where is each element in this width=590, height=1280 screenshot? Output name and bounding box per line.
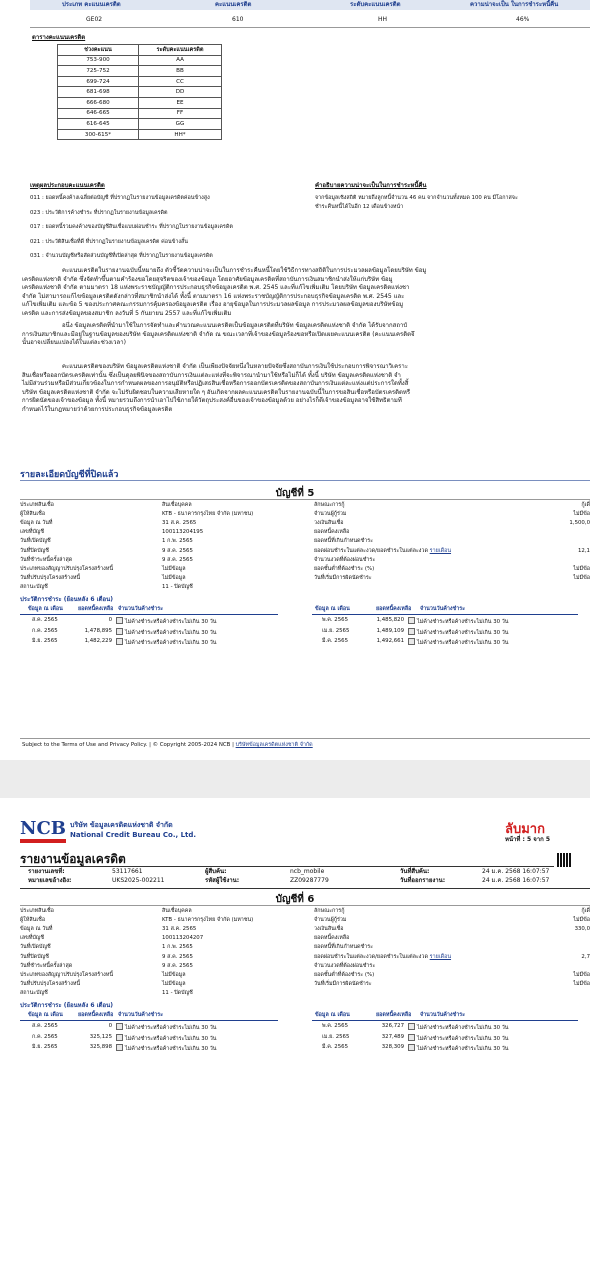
account-title: บัญชีที่ 6 — [275, 894, 315, 905]
history-month: มิ.ย. 2565 — [32, 638, 58, 644]
field-value: กู้เดี่ — [581, 908, 590, 914]
history-status — [116, 617, 217, 626]
history-month: มี.ค. 2565 — [322, 638, 349, 644]
field-label-text: ยอดชั้นต่ำที่ต้องชำระ (%) — [314, 565, 375, 572]
field-label — [314, 566, 374, 573]
history-status-text: ไม่ค้างชำระหรือค้างชำระไม่เกิน 30 วัน — [125, 640, 217, 646]
field-label: วันที่ชำระหนี้ครั้งล่าสุด — [20, 556, 73, 563]
field-label: เลขที่บัญชี — [20, 529, 45, 536]
field-label-text: ลักษณะการกู้ — [314, 502, 345, 508]
field-value: สินเชื่อบุคคล — [162, 502, 192, 508]
paragraph-line: นั้นอาจเปลี่ยนแปลงได้ในแต่ละช่วงเวลา) — [22, 339, 126, 347]
score-range-cell: 699-724 — [58, 76, 139, 87]
probability-header: ความน่าจะเป็น ในการชำระหนี้คืน — [470, 1, 559, 8]
status-box-icon — [408, 628, 415, 635]
history-balance: 0 — [108, 617, 112, 623]
paragraph-line: จำกัด ไม่สามารถแก้ไขข้อมูลเครดิตดังกล่าวที่สมาชิกนำส่งได้ ทั้งนี้ ตามมาตรา 16 แห่งพระราชบัญญัติการประกอบธุรกิจข้อมูลเครดิต พ.ศ. 2545 และ — [22, 292, 405, 300]
field-label: เลขที่บัญชี — [20, 935, 45, 942]
history-status — [116, 638, 217, 647]
history-status-text: ไม่ค้างชำระหรือค้างชำระไม่เกิน 30 วัน — [417, 1025, 509, 1031]
field-label-text: จำนวนงวดที่ต้องผ่อนชำระ — [314, 962, 376, 969]
field-label — [314, 972, 374, 979]
field-label — [314, 917, 346, 924]
history-status-text: ไม่ค้างชำระหรือค้างชำระไม่เกิน 30 วัน — [125, 1046, 217, 1052]
field-label — [314, 944, 373, 951]
company-name-th: บริษัท ข้อมูลเครดิตแห่งชาติ จำกัด — [70, 821, 173, 829]
field-label — [314, 538, 373, 545]
footer-divider — [20, 738, 590, 739]
installment-link[interactable]: รายเดือน — [429, 953, 452, 960]
history-balance: 1,485,820 — [376, 617, 404, 623]
page-number: หน้าที่ : 5 จาก 5 — [505, 836, 551, 843]
field-label — [314, 529, 349, 536]
field-value: ไม่มีข้อ — [573, 565, 590, 572]
divider — [30, 27, 590, 28]
history-status — [408, 628, 509, 637]
field-value: ไม่มีข้อมูล — [162, 574, 186, 581]
field-value: ไม่มีข้อมูล — [162, 980, 186, 987]
meta-label: วันที่ออกรายงาน: — [400, 877, 446, 884]
meta-value: ZZ09287779 — [290, 877, 329, 884]
field-value: 1 ก.พ. 2565 — [162, 944, 193, 951]
section-divider — [20, 480, 590, 481]
field-label — [314, 575, 372, 582]
score-level-cell: FF — [139, 108, 222, 119]
status-box-icon — [116, 628, 123, 635]
history-header: ยอดหนี้คงเหลือ — [376, 1012, 412, 1018]
range-header: ช่วงคะแนน — [58, 45, 139, 56]
field-label-text: ยอดผ่อนชำระในแต่ละงวด/ยอดชำระในแต่ละงวด — [314, 547, 428, 554]
field-label: ผู้ให้สินเชื่อ — [20, 511, 46, 518]
score-range-cell: 646-665 — [58, 108, 139, 119]
field-value: 9 ส.ค. 2565 — [162, 547, 193, 554]
history-status — [408, 1044, 509, 1053]
field-value: 1 ก.พ. 2565 — [162, 538, 193, 545]
field-label: ข้อมูล ณ วันที่ — [20, 520, 53, 527]
history-status-text: ไม่ค้างชำระหรือค้างชำระไม่เกิน 30 วัน — [417, 1046, 509, 1052]
reasons-title: เหตุผลประกอบคะแนนเครดิต — [30, 182, 105, 189]
field-label: วันที่ปิดบัญชี — [20, 547, 49, 554]
field-label: ประเภทสินเชื่อ — [20, 502, 54, 508]
score-level-cell: DD — [139, 87, 222, 98]
report-title: รายงานข้อมูลเครดิต — [20, 852, 126, 866]
meta-value: UKS2025-002211 — [112, 877, 165, 884]
paragraph-line: อนึ่ง ข้อมูลเครดิตที่นำมาใช้ในการจัดทำและคำนวณคะแนนเครดิตเป็นข้อมูลเครดิตที่บริษัท ข้อมูลเครดิตแห่งชาติ จำกัด ได้รับจากสถาบั — [62, 322, 408, 329]
score-table-title: ตารางคะแนนเครดิต — [32, 34, 86, 41]
score-level-header: ระดับคะแนนเครดิต — [350, 1, 401, 8]
field-value: 9 ส.ค. 2565 — [162, 962, 193, 969]
history-status — [116, 1044, 217, 1053]
field-value: ไม่มีข้อ — [573, 574, 590, 581]
closed-accounts-title: รายละเอียดบัญชีที่ปิดแล้ว — [20, 470, 119, 480]
footer — [22, 742, 313, 749]
reason-item: 017 : ยอดหนี้รวมคงค้างของบัญชีสินเชื่อแบบผ่อนชำระ ที่ปรากฏในรายงานข้อมูลเครดิต — [30, 224, 233, 230]
history-month: พ.ค. 2565 — [322, 1023, 349, 1029]
status-box-icon — [408, 1023, 415, 1030]
field-label — [314, 963, 375, 970]
field-value: สินเชื่อบุคคล — [162, 908, 192, 914]
score-range-table — [57, 44, 222, 140]
history-status-text: ไม่ค้างชำระหรือค้างชำระไม่เกิน 30 วัน — [417, 629, 509, 636]
history-status-text: ไม่ค้างชำระหรือค้างชำระไม่เกิน 30 วัน — [417, 1035, 509, 1042]
field-label: ผู้ให้สินเชื่อ — [20, 917, 46, 924]
history-status — [408, 617, 509, 626]
status-box-icon — [408, 1044, 415, 1051]
score-table-row — [58, 97, 222, 108]
score-type-header: ประเภท คะแนนเครดิต — [62, 1, 121, 8]
paragraph-line: ไม่มีส่วนร่วมหรือมีส่วนเกี่ยวข้องในการกำหนดผลของการอนุมัติหรือปฏิเสธสินเชื่อหรือการออกบัตรเครดิตของสถาบันการเงินแต่ละแห่งแต่ประการใดทั้งสิ้ — [22, 380, 409, 388]
probability-title: คำอธิบายความน่าจะเป็นในการชำระหนี้คืน — [315, 182, 427, 189]
score-level-cell: CC — [139, 76, 222, 87]
paragraph-line: สินเชื่อหรือออกบัตรเครดิตเท่านั้น ซึ่งเป็นดุลยพินิจของสถาบันการเงินแต่ละแห่งที่จะพิจารณานำมาใช้หรือไม่ก็ได้ ทั้งนี้ บริษัท ข้อมูลเครดิตแห่งชาติ จำ — [22, 371, 401, 379]
field-value: ไม่มีข้อ — [573, 917, 590, 924]
status-box-icon — [408, 638, 415, 645]
field-label — [314, 981, 372, 988]
field-label-text: วันที่เริ่มมีการผิดนัดชำระ — [314, 980, 372, 987]
field-value: KTB - ธนาคารกรุงไทย จำกัด (มหาชน) — [162, 917, 254, 924]
field-label-text: วันที่เริ่มมีการผิดนัดชำระ — [314, 574, 372, 581]
history-header-rule — [312, 614, 578, 615]
field-label: วันที่ปิดบัญชี — [20, 953, 49, 960]
score-level-cell: BB — [139, 66, 222, 77]
paragraph-line: เครดิต และการส่งข้อมูลของสมาชิก ลงวันที่ 5 กันยายน 2557 และที่แก้ไขเพิ่มเติม — [22, 310, 232, 317]
field-value: 100113204195 — [162, 529, 204, 536]
status-box-icon — [116, 1044, 123, 1051]
payment-history-title: ประวัติการชำระ (ย้อนหลัง 6 เดือน) — [20, 1002, 113, 1009]
field-label: ประเภทสินเชื่อ — [20, 908, 54, 914]
history-balance: 327,489 — [381, 1033, 404, 1040]
history-header: ข้อมูล ณ เดือน — [28, 1012, 63, 1018]
company-link[interactable]: บริษัทข้อมูลเครดิตแห่งชาติ จำกัด — [235, 742, 313, 748]
page-gap — [0, 760, 590, 798]
qr-code-icon — [557, 853, 571, 867]
history-header: ข้อมูล ณ เดือน — [28, 606, 63, 612]
history-balance: 0 — [108, 1023, 112, 1029]
score-table-row — [58, 87, 222, 98]
history-month: มี.ค. 2565 — [322, 1044, 349, 1050]
field-value: 11 - ปิดบัญชี — [162, 583, 193, 590]
history-status — [408, 1034, 509, 1043]
status-box-icon — [116, 617, 123, 624]
history-header-rule — [312, 1020, 578, 1021]
field-label-text: ยอดชั้นต่ำที่ต้องชำระ (%) — [314, 971, 375, 978]
field-label-text: จำนวนผู้กู้ร่วม — [314, 917, 347, 924]
status-box-icon — [116, 1034, 123, 1041]
field-label: วันที่เปิดบัญชี — [20, 944, 51, 951]
terms-link[interactable]: Subject to the Terms of Use and Privacy Policy. — [22, 742, 148, 748]
field-label — [314, 908, 344, 915]
account-divider — [20, 499, 590, 500]
score-level-cell: EE — [139, 97, 222, 108]
score-table-row — [58, 66, 222, 77]
report-page-2 — [0, 798, 590, 1280]
history-header: ข้อมูล ณ เดือน — [315, 606, 350, 612]
field-value: 12,1 — [577, 547, 590, 554]
history-balance: 325,125 — [89, 1033, 112, 1040]
field-label — [314, 520, 344, 527]
history-status — [116, 1034, 217, 1043]
paragraph-line: เครดิตแห่งชาติ จำกัด ซึ่งจัดทำขึ้นตามคำร้องขอโดยสุจริตของเจ้าของข้อมูล โดยอาศัยข้อมูลเครดิตที่สถาบันการเงินสมาชิกนำส่งให้แก่บริษัท ข้อมู — [22, 275, 393, 283]
field-label — [314, 935, 349, 942]
confidential-label: ลับมาก — [505, 822, 545, 837]
history-header: จำนวนวันค้างชำระ — [420, 1012, 466, 1018]
paragraph-line: คะแนนเครดิตของบริษัท ข้อมูลเครดิตแห่งชาติ จำกัด เป็นเพียงปัจจัยหนึ่งในหลายปัจจัยซึ่งสถาบันการเงินใช้ประกอบการพิจารณาวิเคราะ — [62, 363, 408, 370]
field-label: วันที่ปรับปรุงโครงสร้างหนี้ — [20, 980, 81, 987]
status-box-icon — [116, 638, 123, 645]
field-label-text: จำนวนงวดที่ต้องผ่อนชำระ — [314, 556, 376, 563]
reason-item: 021 : ประวัติสินเชื่อที่ดี ที่ปรากฏในรายงานข้อมูลเครดิต ค่อนข้างสั้น — [30, 238, 188, 245]
meta-label: หมายเลขอ้างอิง: — [28, 877, 72, 884]
field-value: 11 - ปิดบัญชี — [162, 989, 193, 996]
paragraph-line: บริษัท ข้อมูลเครดิตแห่งชาติ จำกัด จะไม่รับผิดชอบในความเสียหายใด ๆ อันเกิดจากผลคะแนนเครดิตในรายงานฉบับนี้ในการขอสินเชื่อหรือบัตรเครดิตหรื — [22, 388, 411, 396]
history-month: ก.ค. 2565 — [32, 627, 58, 634]
history-header: จำนวนวันค้างชำระ — [118, 606, 164, 612]
history-status-text: ไม่ค้างชำระหรือค้างชำระไม่เกิน 30 วัน — [125, 1035, 217, 1042]
meta-label: ผู้สืบค้น: — [205, 868, 227, 875]
reason-item: 031 : จำนวนบัญชีหรือสัดส่วนบัญชีที่เปิดล่าสุด ที่ปรากฏในรายงานข้อมูลเครดิต — [30, 253, 213, 259]
probability-value: 46% — [516, 16, 530, 23]
meta-value: 53117661 — [112, 868, 143, 875]
history-header: ยอดหนี้คงเหลือ — [78, 606, 114, 612]
probability-line-2: ชำระคืนหนี้ได้ในอีก 12 เดือนข้างหน้า — [315, 204, 404, 210]
score-level-cell: HH* — [139, 129, 222, 140]
field-label-text: วงเงินสินเชื่อ — [314, 926, 344, 933]
reason-item: 023 : ประวัติการค้างชำระ ที่ปรากฏในรายงานข้อมูลเครดิต — [30, 209, 168, 216]
history-month: ก.ค. 2565 — [32, 1033, 58, 1040]
history-month: ส.ค. 2565 — [32, 1023, 58, 1029]
field-label-text: ยอดหนี้คงเหลือ — [314, 529, 350, 536]
ncb-logo: NCB — [20, 820, 66, 844]
history-header: จำนวนวันค้างชำระ — [118, 1012, 164, 1018]
field-value: 100113204207 — [162, 935, 204, 942]
payment-history-title: ประวัติการชำระ (ย้อนหลัง 6 เดือน) — [20, 596, 113, 603]
score-table-header-row — [58, 45, 222, 56]
status-box-icon — [408, 1034, 415, 1041]
field-label-text: ยอดผ่อนชำระในแต่ละงวด/ยอดชำระในแต่ละงวด — [314, 953, 428, 960]
history-balance: 1,492,661 — [376, 638, 404, 644]
field-label-text: วงเงินสินเชื่อ — [314, 520, 344, 527]
paragraph-line: แก้ไขเพิ่มเติม และข้อ 5 ของประกาศคณะกรรมการคุ้มครองข้อมูลเครดิต เรื่อง อายุข้อมูลในการประมวลผลข้อมูล การประมวลผลข้อมูลของบริษัทข้อมู — [22, 301, 404, 309]
history-header: ยอดหนี้คงเหลือ — [78, 1012, 114, 1018]
score-range-cell: 725-752 — [58, 66, 139, 77]
field-value: ไม่มีข้อ — [573, 511, 590, 518]
field-label: ข้อมูล ณ วันที่ — [20, 926, 53, 933]
status-box-icon — [408, 617, 415, 624]
history-header-rule — [20, 614, 278, 615]
account-divider — [20, 905, 590, 906]
field-label: ประเภทของสัญญาปรับปรุงโครงสร้างหนี้ — [20, 565, 114, 572]
account-title: บัญชีที่ 5 — [275, 488, 315, 499]
history-month: มิ.ย. 2565 — [32, 1044, 58, 1050]
field-value: 2,7 — [581, 953, 590, 960]
score-range-cell: 681-698 — [58, 87, 139, 98]
field-label — [314, 548, 451, 555]
history-balance: 326,727 — [381, 1023, 404, 1029]
status-box-icon — [116, 1023, 123, 1030]
history-status — [116, 1023, 217, 1032]
history-balance: 1,478,895 — [84, 627, 112, 634]
field-value: ไม่มีข้อมูล — [162, 971, 186, 978]
score-table-row — [58, 76, 222, 87]
field-value: กู้เดี่ — [581, 502, 590, 508]
history-balance: 325,898 — [89, 1044, 112, 1050]
history-status-text: ไม่ค้างชำระหรือค้างชำระไม่เกิน 30 วัน — [417, 619, 509, 625]
reason-item: 011 : ยอดหนี้คงค้างเฉลี่ยต่อบัญชี ที่ปรากฏในรายงานข้อมูลเครดิตค่อนข้างสูง — [30, 195, 210, 201]
copyright: | © Copyright 2005-2024 NCB | — [149, 742, 234, 748]
field-label — [314, 954, 451, 961]
history-status — [408, 1023, 509, 1032]
history-status-text: ไม่ค้างชำระหรือค้างชำระไม่เกิน 30 วัน — [125, 619, 217, 625]
field-label-text: ยอดหนี้คงเหลือ — [314, 935, 350, 942]
field-value: 31 ส.ค. 2565 — [162, 520, 197, 527]
probability-line-1: จากข้อมูลเชิงสถิติ หมายถึงลูกหนี้จำนวน 46 คน จากจำนวนทั้งหมด 100 คน มีโอกาสจะ — [315, 195, 518, 201]
score-table-row — [58, 119, 222, 130]
history-header: ข้อมูล ณ เดือน — [315, 1012, 350, 1018]
score-range-cell: 753-900 — [58, 55, 139, 66]
field-label — [314, 502, 344, 509]
field-value: ไม่มีข้อ — [573, 980, 590, 987]
score-table-row — [58, 108, 222, 119]
history-status — [408, 638, 509, 647]
meta-label: วันที่สืบค้น: — [400, 868, 430, 875]
history-balance: 328,309 — [381, 1044, 404, 1050]
history-balance: 1,489,109 — [376, 627, 404, 634]
score-level-cell: AA — [139, 55, 222, 66]
field-value: ไม่มีข้อมูล — [162, 565, 186, 572]
header-divider — [20, 866, 554, 867]
score-level-cell: GG — [139, 119, 222, 130]
meta-label: รายงานเลขที่: — [28, 868, 65, 875]
field-label-text: ยอดหนี้ที่เกินกำหนดชำระ — [314, 944, 373, 951]
meta-divider — [20, 888, 590, 889]
history-header: ยอดหนี้คงเหลือ — [376, 606, 412, 612]
company-name-en: National Credit Bureau Co., Ltd. — [70, 831, 197, 839]
history-month: พ.ค. 2565 — [322, 617, 349, 623]
history-status-text: ไม่ค้างชำระหรือค้างชำระไม่เกิน 30 วัน — [125, 1025, 217, 1031]
field-label: ประเภทของสัญญาปรับปรุงโครงสร้างหนี้ — [20, 971, 114, 978]
score-level-value: HH — [378, 16, 388, 23]
history-month: ส.ค. 2565 — [32, 617, 58, 623]
history-header-rule — [20, 1020, 278, 1021]
score-header: คะแนนเครดิต — [215, 1, 252, 8]
level-header: ระดับคะแนนเครดิต — [139, 45, 222, 56]
history-header: จำนวนวันค้างชำระ — [420, 606, 466, 612]
score-value: 610 — [232, 16, 244, 23]
installment-link[interactable]: รายเดือน — [429, 547, 452, 554]
history-status — [116, 628, 217, 637]
field-label: วันที่เปิดบัญชี — [20, 538, 51, 545]
history-status-text: ไม่ค้างชำระหรือค้างชำระไม่เกิน 30 วัน — [417, 640, 509, 646]
history-balance: 1,482,229 — [84, 638, 112, 644]
score-range-cell: 300-615* — [58, 129, 139, 140]
meta-value: ncb_mobile — [290, 868, 325, 875]
field-label — [314, 926, 344, 933]
field-value: 9 ส.ค. 2565 — [162, 953, 193, 960]
field-value: 330,0 — [574, 926, 590, 933]
score-range-cell: 616-645 — [58, 119, 139, 130]
paragraph-line: การเงินสมาชิกและมีอยู่ในฐานข้อมูลของบริษัท ข้อมูลเครดิตแห่งชาติ จำกัด ณ ขณะเวลาที่เจ้าของข้อมูลร้องขอหรือเปิดเผยคะแนนเครดิต (คะแนนเครดิตจึ — [22, 330, 415, 338]
history-month: เม.ย. 2565 — [322, 627, 350, 634]
field-label: วันที่ชำระหนี้ครั้งล่าสุด — [20, 962, 73, 969]
field-label: วันที่ปรับปรุงโครงสร้างหนี้ — [20, 574, 81, 581]
field-label-text: จำนวนผู้กู้ร่วม — [314, 511, 347, 518]
paragraph-line: การผิดนัดของเจ้าของข้อมูล ทั้งนี้ หมายรวมถึงการนำเอาไปใช้ภายใต้วัตถุประสงค์อื่นของเจ้าของข้อมูลด้วย อย่างไรก็ดีเจ้าของข้อมูลอาจใช้สิทธิตามที — [22, 397, 402, 405]
score-table-row — [58, 129, 222, 140]
field-label-text: ลักษณะการกู้ — [314, 908, 345, 914]
score-range-cell: 666-680 — [58, 97, 139, 108]
field-value: ไม่มีข้อ — [573, 971, 590, 978]
field-label: สถานะบัญชี — [20, 989, 48, 996]
field-label: สถานะบัญชี — [20, 583, 48, 590]
field-label-text: ยอดหนี้ที่เกินกำหนดชำระ — [314, 538, 373, 545]
field-value: 9 ส.ค. 2565 — [162, 556, 193, 563]
paragraph-line: กำหนดไว้ในกฎหมายว่าด้วยการประกอบธุรกิจข้อมูลเครดิต — [22, 406, 173, 413]
score-type-value: GE02 — [86, 16, 103, 23]
field-label — [314, 511, 346, 518]
meta-label: รหัสผู้ใช้งาน: — [205, 877, 240, 884]
field-value: KTB - ธนาคารกรุงไทย จำกัด (มหาชน) — [162, 511, 254, 518]
history-status-text: ไม่ค้างชำระหรือค้างชำระไม่เกิน 30 วัน — [125, 629, 217, 636]
history-month: เม.ย. 2565 — [322, 1033, 350, 1040]
paragraph-line: คะแนนเครดิตในรายงานฉบับนี้หมายถึง ตัวชี้วัดความน่าจะเป็นในการชำระคืนหนี้โดยใช้วิธีการทางสถิติในการประมวลผลข้อมูลโดยบริษัท ข้อมู — [62, 267, 427, 274]
meta-value: 24 ม.ค. 2568 16:07:57 — [482, 868, 550, 875]
field-value: 31 ส.ค. 2565 — [162, 926, 197, 933]
paragraph-line: เครดิตแห่งชาติ จำกัด ตามมาตรา 18 แห่งพระราชบัญญัติการประกอบธุรกิจข้อมูลเครดิต พ.ศ. 2545 และที่แก้ไขเพิ่มเติม โดยบริษัท ข้อมูลเครดิตแห่งชา — [22, 284, 410, 292]
meta-value: 24 ม.ค. 2568 16:07:57 — [482, 877, 550, 884]
field-value: 1,500,0 — [569, 520, 590, 527]
score-table-row — [58, 55, 222, 66]
field-label — [314, 557, 375, 564]
